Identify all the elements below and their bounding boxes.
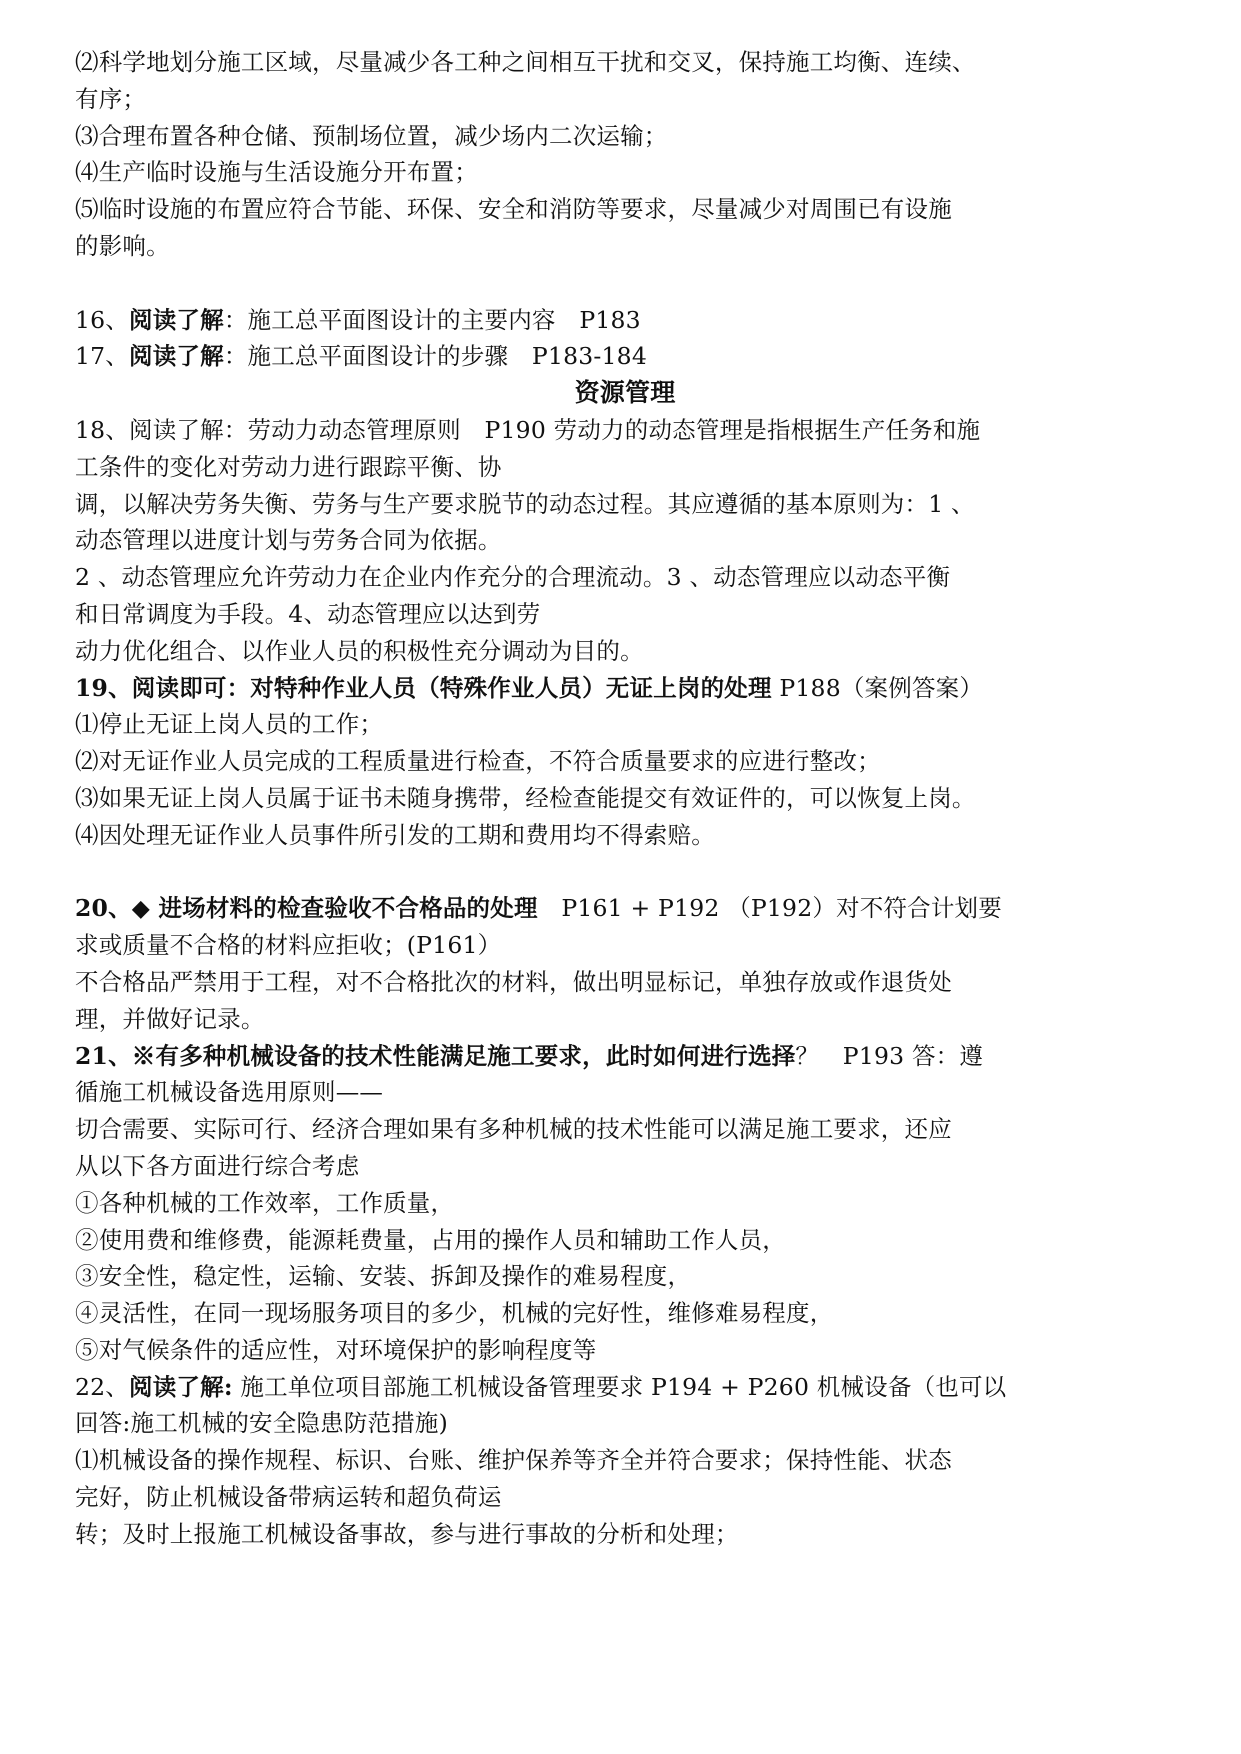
text-line: 有序； bbox=[75, 84, 147, 113]
text-line: 循施工机械设备选用原则—— bbox=[75, 1078, 384, 1107]
text-run: ：施工总平面图设计的主要内容 P183 bbox=[223, 305, 641, 334]
text-line: 2 、动态管理应允许劳动力在企业内作充分的合理流动。3 、动态管理应以动态平衡 bbox=[75, 563, 951, 592]
text-line bbox=[75, 890, 1175, 927]
text-line: ⑴停止无证上岗人员的工作； bbox=[75, 710, 384, 739]
text-line: ⑶合理布置各种仓储、预制场位置，减少场内二次运输； bbox=[75, 121, 668, 150]
blank-line bbox=[75, 265, 1175, 302]
text-run: ：施工总平面图设计的步骤 P183-184 bbox=[223, 342, 647, 371]
bold-text: 阅读了解 bbox=[129, 305, 224, 334]
text-run: 16、 bbox=[75, 305, 130, 334]
text-run: 17、 bbox=[75, 342, 130, 371]
text-run: P188（案例答案） bbox=[771, 673, 984, 702]
text-run: 22、 bbox=[75, 1372, 130, 1401]
text-line: ⑵科学地划分施工区域，尽量减少各工种之间相互干扰和交叉，保持施工均衡、连续、 bbox=[75, 48, 976, 76]
blank-line bbox=[75, 854, 1175, 891]
text-line: ⑶如果无证上岗人员属于证书未随身携带，经检查能提交有效证件的，可以恢复上岗。 bbox=[75, 783, 976, 812]
text-line: ⑤对气候条件的适应性，对环境保护的影响程度等 bbox=[75, 1335, 597, 1364]
text-run: ？ P193 答：遵 bbox=[795, 1041, 984, 1070]
text-line: 动力优化组合、以作业人员的积极性充分调动为目的。 bbox=[75, 636, 644, 665]
text-line: ⑵对无证作业人员完成的工程质量进行检查，不符合质量要求的应进行整改； bbox=[75, 747, 881, 776]
text-line: 的影响。 bbox=[75, 231, 170, 260]
text-line: 回答:施工机械的安全隐患防范措施) bbox=[75, 1409, 448, 1438]
text-line: ④灵活性，在同一现场服务项目的多少，机械的完好性，维修难易程度， bbox=[75, 1299, 834, 1328]
text-line: 和日常调度为手段。4、动态管理应以达到劳 bbox=[75, 599, 541, 628]
text-line: 18、阅读了解：劳动力动态管理原则 P190 劳动力的动态管理是指根据生产任务和施 bbox=[75, 415, 981, 444]
text-line: 理，并做好记录。 bbox=[75, 1004, 265, 1033]
text-line: 调，以解决劳务失衡、劳务与生产要求脱节的动态过程。其应遵循的基本原则为：1 、 bbox=[75, 489, 975, 518]
bold-text: 阅读了解 bbox=[129, 342, 224, 371]
text-run: 施工单位项目部施工机械设备管理要求 P194 + P260 机械设备（也可以 bbox=[232, 1372, 1007, 1401]
text-line: 从以下各方面进行综合考虑 bbox=[75, 1151, 360, 1180]
text-run: P161 + P192 （P192）对不符合计划要 bbox=[537, 894, 1002, 923]
text-line: ⑷因处理无证作业人员事件所引发的工期和费用均不得索赔。 bbox=[75, 820, 715, 849]
text-line: 不合格品严禁用于工程，对不合格批次的材料，做出明显标记，单独存放或作退货处 bbox=[75, 967, 952, 996]
text-line: 完好，防止机械设备带病运转和超负荷运 bbox=[75, 1483, 502, 1512]
text-line: 切合需要、实际可行、经济合理如果有多种机械的技术性能可以满足施工要求，还应 bbox=[75, 1115, 952, 1144]
text-line: 动态管理以进度计划与劳务合同为依据。 bbox=[75, 526, 502, 555]
text-line: ②使用费和维修费，能源耗费量，占用的操作人员和辅助工作人员， bbox=[75, 1225, 786, 1254]
section-heading: 资源管理 bbox=[574, 378, 676, 408]
text-line: ⑷生产临时设施与生活设施分开布置； bbox=[75, 158, 478, 187]
text-line: ③安全性，稳定性，运输、安装、拆卸及操作的难易程度， bbox=[75, 1262, 692, 1291]
text-line: ①各种机械的工作效率，工作质量， bbox=[75, 1188, 455, 1217]
text-line bbox=[75, 1369, 1175, 1406]
text-line: ⑴机械设备的操作规程、标识、台账、维护保养等齐全并符合要求；保持性能、状态 bbox=[75, 1446, 952, 1475]
bold-text: 21、※有多种机械设备的技术性能满足施工要求，此时如何进行选择 bbox=[75, 1041, 796, 1070]
text-line: 转；及时上报施工机械设备事故，参与进行事故的分析和处理； bbox=[75, 1519, 739, 1548]
text-line: ⑸临时设施的布置应符合节能、环保、安全和消防等要求，尽量减少对周围已有设施 bbox=[75, 195, 952, 224]
bold-text: 阅读了解: bbox=[129, 1372, 233, 1401]
bold-text: 19、阅读即可：对特种作业人员（特殊作业人员）无证上岗的处理 bbox=[75, 673, 772, 702]
text-line bbox=[75, 338, 1175, 375]
text-line bbox=[75, 302, 1175, 339]
bold-text: 20、◆ 进场材料的检查验收不合格品的处理 bbox=[75, 894, 538, 923]
text-line: 求或质量不合格的材料应拒收；(P161） bbox=[75, 931, 502, 960]
text-line bbox=[75, 1038, 1175, 1075]
text-line bbox=[75, 670, 1175, 707]
text-line: 工条件的变化对劳动力进行跟踪平衡、协 bbox=[75, 452, 502, 481]
